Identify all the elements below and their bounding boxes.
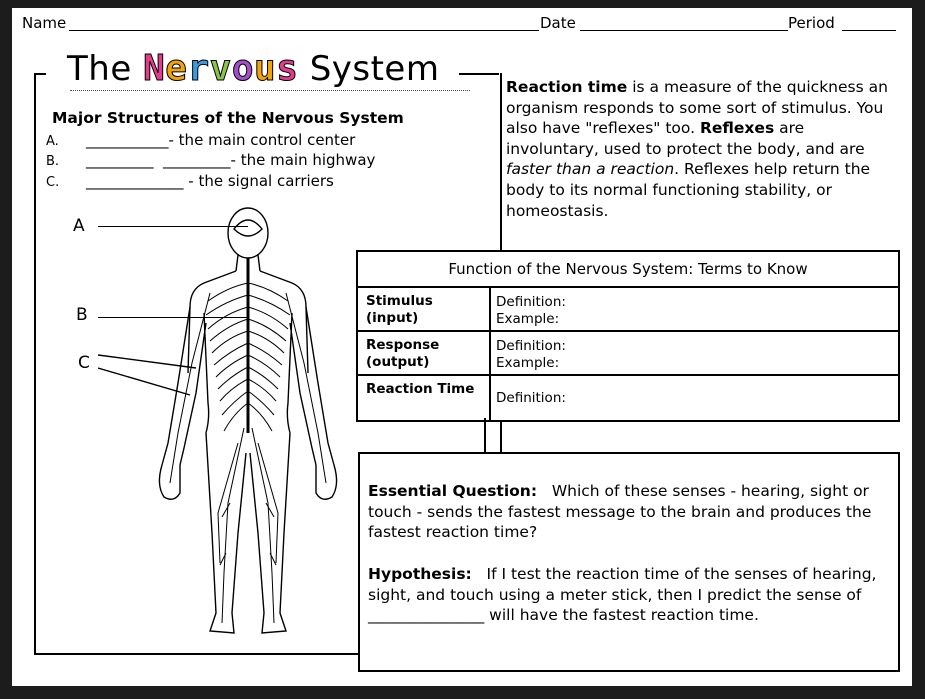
table-row <box>358 376 898 420</box>
reflexes-text: are involuntary, used to protect the body, and are <box>506 119 865 158</box>
reflexes-emphasis: faster than a reaction <box>506 160 675 179</box>
title-prefix: The <box>67 49 132 89</box>
date-label: Date <box>540 14 576 32</box>
title-letter: N <box>143 48 166 89</box>
page-title <box>67 48 439 89</box>
title-letter: r <box>187 48 210 89</box>
title-letter: v <box>209 48 232 89</box>
reaction-time-paragraph <box>506 77 901 221</box>
name-field[interactable] <box>69 14 539 31</box>
structure-row-c <box>46 172 334 190</box>
table-definition[interactable]: Definition: <box>496 390 566 406</box>
connector-rule <box>484 418 486 452</box>
essential-question-box <box>358 452 900 672</box>
title-letter: o <box>231 48 254 89</box>
reaction-time-term: Reaction time <box>506 78 628 96</box>
table-example[interactable]: Example: <box>496 311 560 327</box>
date-field[interactable] <box>580 14 788 31</box>
name-label: Name <box>22 14 67 32</box>
table-term: Reaction Time <box>366 381 475 397</box>
table-row <box>358 332 898 376</box>
structures-heading: Major Structures of the Nervous System <box>52 109 404 127</box>
essential-question-label: Essential Question: <box>368 482 538 500</box>
table-row <box>358 288 898 332</box>
diagram-label-a: A <box>73 216 85 236</box>
row-letter: A. <box>46 134 59 149</box>
terms-table <box>356 250 900 422</box>
title-letter: s <box>276 48 299 89</box>
hypothesis <box>368 564 894 626</box>
title-highlight <box>143 48 298 89</box>
table-definition[interactable]: Definition: <box>496 294 566 310</box>
reaction-time-text: is a measure of the quickness an organism responds to some sort of stimulus. You also have "reflexes" too. <box>506 78 888 138</box>
title-suffix: System <box>309 49 440 89</box>
row-letter: C. <box>46 175 60 190</box>
period-label: Period <box>788 14 835 32</box>
diagram-label-b: B <box>76 305 88 325</box>
period-field[interactable] <box>842 14 896 31</box>
essential-question-text: Which of these senses - hearing, sight or touch - sends the fastest message to the brain and produces the fastest reaction time? <box>368 482 877 542</box>
reflexes-term: Reflexes <box>699 119 775 138</box>
row-letter: B. <box>46 154 60 169</box>
diagram-label-c: C <box>78 353 90 373</box>
hypothesis-text[interactable]: If I test the reaction time of the senses of hearing, sight, and touch using a meter stick, then I predict the sense of _______________ will have the fastest reaction time. <box>368 565 882 625</box>
table-definition[interactable]: Definition: <box>496 338 566 354</box>
title-letter: u <box>254 48 277 89</box>
reflexes-text-end: . Reflexes help return the body to its normal functioning stability, or homeostasis. <box>506 160 871 220</box>
structure-row-b <box>46 151 375 169</box>
structure-row-a <box>46 131 355 149</box>
title-underline <box>70 90 470 91</box>
table-example[interactable]: Example: <box>496 355 560 371</box>
worksheet <box>12 8 912 686</box>
title-letter: e <box>165 48 188 89</box>
hypothesis-label: Hypothesis: <box>368 565 472 583</box>
table-term: Stimulus (input) <box>366 293 433 326</box>
head-outline <box>228 208 268 258</box>
right-arm-outline <box>290 307 334 465</box>
table-term: Response (output) <box>366 337 440 370</box>
nervous-system-illustration <box>98 203 358 643</box>
row-text[interactable]: _____________ - the signal carriers <box>86 172 334 190</box>
brain-icon <box>234 220 262 236</box>
left-arm-outline <box>162 307 206 465</box>
row-text[interactable]: _________ _________- the main highway <box>86 151 376 169</box>
row-text[interactable]: ___________- the main control center <box>86 131 356 149</box>
terms-table-title: Function of the Nervous System: Terms to Know <box>358 252 898 288</box>
essential-question <box>368 481 894 543</box>
